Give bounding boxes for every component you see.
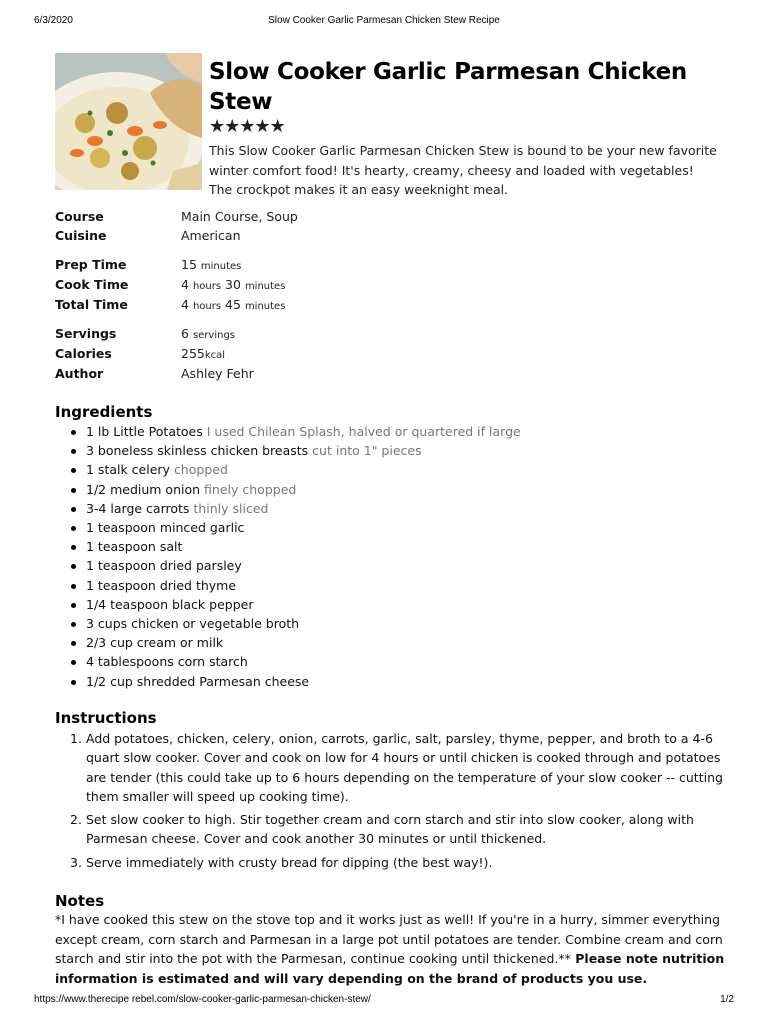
ingredient-item	[55, 499, 735, 518]
ingredients-heading: Ingredients	[55, 403, 153, 421]
recipe-title: Slow Cooker Garlic Parmesan Chicken Stew	[209, 59, 687, 115]
ingredient-note: chopped	[173, 462, 228, 478]
ingredient-text: 1 teaspoon dried thyme	[86, 577, 237, 593]
step-text: Serve immediately with crusty bread for dipping (the best way!).	[86, 854, 493, 870]
ingredient-text: 1 stalk celery	[86, 462, 170, 478]
notes-disclaimer: Please note nutrition information is estimated and will vary depending on the brand of products you use.	[55, 951, 725, 986]
ingredient-text: 1/2 medium onion	[86, 481, 201, 497]
instructions-heading: Instructions	[55, 709, 157, 727]
ingredient-item	[55, 518, 735, 537]
recipe-photo	[55, 53, 202, 190]
cuisine-label: Cuisine	[55, 228, 107, 243]
instruction-step	[55, 853, 725, 872]
print-date: 6/3/2020	[34, 15, 73, 26]
prep-time-value: 15 minutes	[181, 257, 242, 272]
calories-value: 255kcal	[181, 346, 226, 361]
servings-value: 6 servings	[181, 326, 236, 341]
ingredient-note: finely chopped	[204, 481, 297, 497]
author-value: Ashley Fehr	[181, 366, 254, 381]
instructions-list	[55, 729, 725, 876]
ingredient-item	[55, 460, 735, 479]
notes-body: *I have cooked this stew on the stove top and it works just as well! If you're in a hurry, simmer everything except cream, corn starch and Parmesan in a large pot until potatoes are tender. Combine cream and corn starch and stir into the pot with the Parmesan, continue cooking until thickened.**	[55, 912, 723, 967]
ingredient-item	[55, 537, 735, 556]
page-number: 1/2	[720, 994, 734, 1005]
ingredient-text: 1 teaspoon minced garlic	[86, 520, 245, 536]
instruction-step	[55, 729, 725, 806]
step-number: 1.	[70, 731, 82, 746]
notes-heading: Notes	[55, 892, 105, 910]
print-url[interactable]: https://www.therecipe rebel.com/slow-cooker-garlic-parmesan-chicken-stew/	[34, 994, 371, 1005]
total-time-value: 4 hours 45 minutes	[181, 297, 286, 312]
author-label: Author	[55, 366, 104, 381]
prep-time-label: Prep Time	[55, 257, 127, 272]
ingredients-list	[55, 422, 735, 691]
ingredient-item	[55, 556, 735, 575]
ingredient-item	[55, 595, 735, 614]
ingredient-text: 3 boneless skinless chicken breasts	[86, 443, 309, 459]
total-time-label: Total Time	[55, 297, 128, 312]
ingredient-text: 1 teaspoon dried parsley	[86, 558, 242, 574]
ingredient-text: 1/4 teaspoon black pepper	[86, 596, 254, 612]
notes-text	[55, 910, 725, 988]
course-label: Course	[55, 209, 104, 224]
star-rating: ★★★★★	[209, 116, 285, 137]
ingredient-item	[55, 441, 735, 460]
ingredient-item	[55, 576, 735, 595]
ingredient-text: 4 tablespoons corn starch	[86, 654, 248, 670]
ingredient-item	[55, 672, 735, 691]
step-number: 2.	[70, 812, 82, 828]
ingredient-note: I used Chilean Splash, halved or quartered if large	[206, 424, 521, 439]
cook-time-label: Cook Time	[55, 277, 129, 292]
recipe-summary: This Slow Cooker Garlic Parmesan Chicken Stew is bound to be your new favorite winter comfort food! It's hearty, creamy, cheesy and loaded with vegetables! The crockpot makes it an easy weeknight meal.	[209, 143, 717, 197]
ingredient-text: 1/2 cup shredded Parmesan cheese	[86, 673, 310, 689]
ingredient-text: 3-4 large carrots	[86, 500, 190, 516]
step-number: 3.	[70, 854, 82, 870]
ingredient-item	[55, 633, 735, 652]
ingredient-item	[55, 614, 735, 633]
course-value: Main Course, Soup	[181, 209, 298, 224]
ingredient-note: thinly sliced	[193, 500, 269, 516]
cook-time-value: 4 hours 30 minutes	[181, 277, 286, 292]
step-text: Set slow cooker to high. Stir together cream and corn starch and stir into slow cooker, along with Parmesan cheese. Cover and cook another 30 minutes or until thickened.	[86, 812, 694, 847]
ingredient-text: 3 cups chicken or vegetable broth	[86, 616, 300, 632]
ingredient-item	[55, 480, 735, 499]
step-text: Add potatoes, chicken, celery, onion, carrots, garlic, salt, parsley, thyme, pepper, and broth to a 4-6 quart slow cooker. Cover and cook on low for 4 hours or until chicken is cooked through and potatoes are tender (this could take up to 6 hours depending on the temperature of your slow cooker -- cutting them smaller will speed up cooking time).	[86, 731, 723, 804]
ingredient-item	[55, 422, 735, 441]
ingredient-note: cut into 1" pieces	[312, 443, 422, 459]
instruction-step	[55, 810, 725, 849]
ingredient-item	[55, 652, 735, 671]
print-document-title: Slow Cooker Garlic Parmesan Chicken Stew Recipe	[268, 15, 500, 26]
ingredient-text: 1 teaspoon salt	[86, 539, 183, 555]
cuisine-value: American	[181, 228, 241, 243]
calories-label: Calories	[55, 346, 112, 361]
ingredient-text: 1 lb Little Potatoes	[86, 424, 203, 439]
servings-label: Servings	[55, 326, 117, 341]
ingredient-text: 2/3 cup cream or milk	[86, 635, 224, 651]
